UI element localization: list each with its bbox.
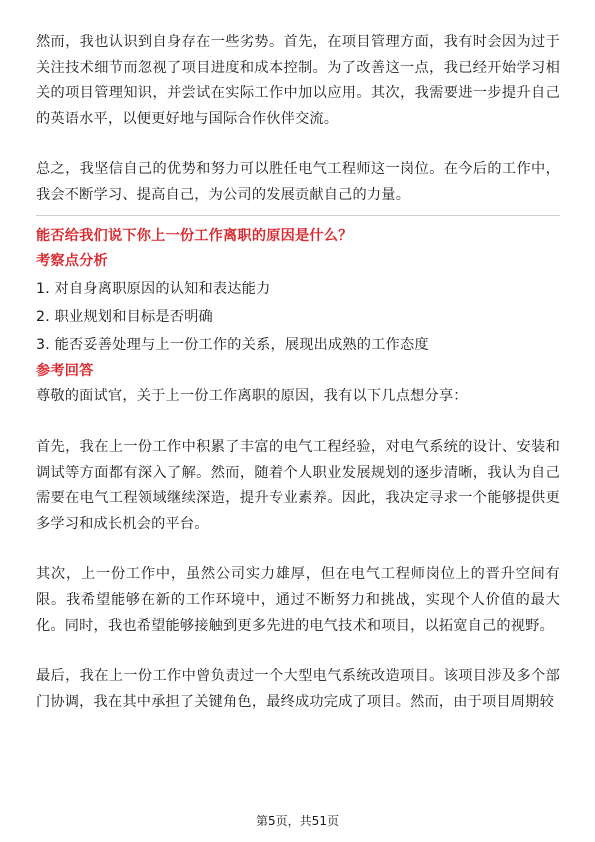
paragraph-gap — [36, 410, 560, 435]
analysis-heading: 考察点分析 — [36, 253, 108, 270]
page-number: 第5页，共51页 — [256, 814, 339, 828]
answer-paragraph: 其次，上一份工作中，虽然公司实力雄厚，但在电气工程师岗位上的晋升空间有限。我希望能够在新的工作环境中，通过不断努力和挑战，实现个人价值的最大化。同时，我也希望能够接触到更多先进的电气技术和项目，以拓宽自己的视野。 — [36, 566, 560, 634]
answer-heading: 参考回答 — [36, 362, 94, 379]
question-title: 能否给我们说下你上一份工作离职的原因是什么？ — [36, 227, 353, 244]
analysis-point: 3. 能否妥善处理与上一份工作的关系，展现出成熟的工作态度 — [36, 336, 429, 353]
analysis-point: 1. 对自身离职原因的认知和表达能力 — [36, 280, 271, 297]
paragraph-gap — [36, 639, 560, 664]
body-paragraph: 然而，我也认识到自身存在一些劣势。首先，在项目管理方面，我有时会因为过于关注技术细节而忽视了项目进度和成本控制。为了改善这一点，我已经开始学习相关的项目管理知识，并尝试在实际工作中加以应用。其次，我需要进一步提升自己的英语水平，以便更好地与国际合作伙伴交流。 — [36, 34, 560, 127]
body-paragraph: 总之，我坚信自己的优势和努力可以胜任电气工程师这一岗位。在今后的工作中，我会不断学习、提高自己，为公司的发展贡献自己的力量。 — [36, 161, 560, 203]
document-page — [36, 30, 560, 715]
paragraph-gap — [36, 132, 560, 157]
analysis-point: 2. 职业规划和目标是否明确 — [36, 308, 213, 325]
section-divider — [36, 215, 560, 216]
answer-intro: 尊敬的面试官，关于上一份工作离职的原因，我有以下几点想分享： — [36, 388, 468, 405]
answer-paragraph: 首先，我在上一份工作中积累了丰富的电气工程经验，对电气系统的设计、安装和调试等方面都有深入了解。然而，随着个人职业发展规划的逐步清晰，我认为自己需要在电气工程领域继续深造，提升专业素养。因此，我决定寻求一个能够提供更多学习和成长机会的平台。 — [36, 438, 560, 532]
paragraph-gap — [36, 537, 560, 562]
answer-paragraph: 最后，我在上一份工作中曾负责过一个大型电气系统改造项目。该项目涉及多个部门协调，我在其中承担了关键角色，最终成功完成了项目。然而，由于项目周期较 — [36, 668, 560, 710]
